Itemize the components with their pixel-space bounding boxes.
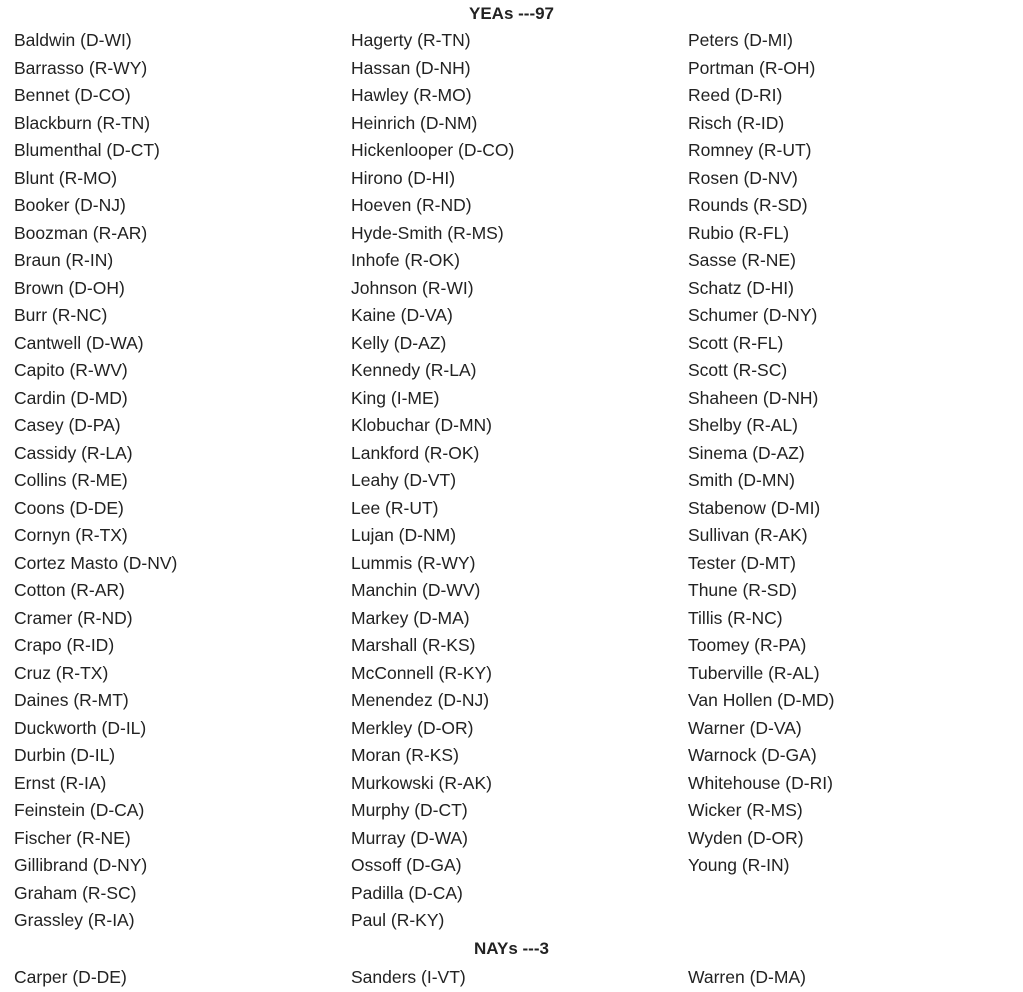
senator-name: Markey (D-MA) <box>351 607 470 628</box>
senator-name: Sinema (D-AZ) <box>688 442 805 463</box>
senator-name <box>688 907 1023 935</box>
senator-name: Paul (R-KY) <box>351 910 445 930</box>
senator-name: Van Hollen (D-MD) <box>688 690 835 710</box>
senator-name: Burr (R-NC) <box>14 305 108 325</box>
senator-name: Capito (R-WV) <box>14 360 128 380</box>
senator-name: McConnell (R-KY) <box>351 662 492 683</box>
senator-name: Romney (R-UT) <box>688 140 812 160</box>
senator-name: Wicker (R-MS) <box>688 800 803 820</box>
senator-name: Menendez (D-NJ) <box>351 690 490 710</box>
senator-name: Sasse (R-NE) <box>688 250 796 270</box>
senator-name: Ernst (R-IA) <box>14 772 107 793</box>
senator-name: Casey (D-PA) <box>14 415 121 435</box>
senator-name: Whitehouse (D-RI) <box>688 772 833 793</box>
senator-name: Lankford (R-OK) <box>351 442 480 463</box>
yeas-heading: YEAs ---97 <box>468 4 555 23</box>
senator-name: Hirono (D-HI) <box>351 167 456 188</box>
nays-heading: NAYs ---3 <box>474 938 549 958</box>
senator-name: Shaheen (D-NH) <box>688 387 819 408</box>
senator-name: Crapo (R-ID) <box>14 635 115 655</box>
senator-name: Sanders (I-VT) <box>351 966 466 987</box>
senator-name: Daines (R-MT) <box>14 690 129 710</box>
senator-name: Hyde-Smith (R-MS) <box>351 222 504 243</box>
senator-name: Inhofe (R-OK) <box>351 250 460 270</box>
senator-name: Leahy (D-VT) <box>351 470 457 490</box>
senator-name: Johnson (R-WI) <box>351 277 474 298</box>
senator-name: Baldwin (D-WI) <box>14 30 132 50</box>
senator-name: Duckworth (D-IL) <box>14 717 147 738</box>
senator-name: Cortez Masto (D-NV) <box>14 552 178 573</box>
senator-name: Hagerty (R-TN) <box>351 30 471 50</box>
senator-name: Hawley (R-MO) <box>351 85 472 105</box>
senator-name: Feinstein (D-CA) <box>14 800 145 820</box>
senator-name: Fischer (R-NE) <box>14 827 131 848</box>
senator-name: Cassidy (R-LA) <box>14 442 133 463</box>
senator-name: Hickenlooper (D-CO) <box>351 140 515 160</box>
senator-name: King (I-ME) <box>351 387 440 408</box>
senator-name: Boozman (R-AR) <box>14 222 148 243</box>
senator-name: Lujan (D-NM) <box>351 525 457 545</box>
senator-name: Portman (R-OH) <box>688 57 816 78</box>
senator-name: Murphy (D-CT) <box>351 800 468 820</box>
senator-name: Reed (D-RI) <box>688 85 783 105</box>
senator-name: Smith (D-MN) <box>688 470 795 490</box>
senator-name: Gillibrand (D-NY) <box>14 855 148 875</box>
senator-name: Cotton (R-AR) <box>14 580 125 600</box>
senator-name: Risch (R-ID) <box>688 112 785 133</box>
senator-name: Cramer (R-ND) <box>14 607 133 628</box>
senator-name: Wyden (D-OR) <box>688 827 804 848</box>
senator-name: Ossoff (D-GA) <box>351 855 462 875</box>
senator-name: Warren (D-MA) <box>688 966 806 987</box>
senator-name: Murkowski (R-AK) <box>351 772 492 793</box>
senator-name: Kennedy (R-LA) <box>351 360 477 380</box>
senator-name: Thune (R-SD) <box>688 580 797 600</box>
senator-name: Tester (D-MT) <box>688 552 796 573</box>
senator-name: Schumer (D-NY) <box>688 305 818 325</box>
senator-name: Hassan (D-NH) <box>351 57 471 78</box>
senator-name: Padilla (D-CA) <box>351 882 463 903</box>
senator-name: Carper (D-DE) <box>14 966 127 987</box>
senator-name: Blunt (R-MO) <box>14 167 118 188</box>
senator-name: Collins (R-ME) <box>14 470 128 490</box>
senator-name: Blackburn (R-TN) <box>14 112 151 133</box>
senator-name: Murray (D-WA) <box>351 827 468 848</box>
senator-name: Merkley (D-OR) <box>351 717 474 738</box>
senator-name: Scott (R-SC) <box>688 360 788 380</box>
senator-name: Braun (R-IN) <box>14 250 114 270</box>
senator-name: Hoeven (R-ND) <box>351 195 472 215</box>
senator-name: Cardin (D-MD) <box>14 387 128 408</box>
senator-name: Shelby (R-AL) <box>688 415 798 435</box>
senator-name: Sullivan (R-AK) <box>688 525 808 545</box>
senator-name: Peters (D-MI) <box>688 30 793 50</box>
senator-name: Lummis (R-WY) <box>351 552 476 573</box>
senator-name: Heinrich (D-NM) <box>351 112 478 133</box>
senator-name: Barrasso (R-WY) <box>14 57 148 78</box>
senator-name: Warnock (D-GA) <box>688 745 817 765</box>
senator-name: Young (R-IN) <box>688 855 790 875</box>
senator-name: Scott (R-FL) <box>688 332 784 353</box>
nays-table <box>0 962 1023 992</box>
senator-name: Toomey (R-PA) <box>688 635 807 655</box>
senator-name: Warner (D-VA) <box>688 717 802 738</box>
senator-name: Cruz (R-TX) <box>14 662 109 683</box>
senator-name: Schatz (D-HI) <box>688 277 794 298</box>
senator-name: Klobuchar (D-MN) <box>351 415 492 435</box>
senator-name: Stabenow (D-MI) <box>688 497 821 518</box>
senator-name: Coons (D-DE) <box>14 497 124 518</box>
senator-name: Grassley (R-IA) <box>14 910 135 930</box>
senator-name: Graham (R-SC) <box>14 882 137 903</box>
senator-name: Booker (D-NJ) <box>14 195 126 215</box>
senator-name: Moran (R-KS) <box>351 745 459 765</box>
senator-name: Marshall (R-KS) <box>351 635 476 655</box>
senator-name: Manchin (D-WV) <box>351 580 481 600</box>
senator-name: Lee (R-UT) <box>351 497 439 518</box>
senator-name: Kaine (D-VA) <box>351 305 453 325</box>
senator-name: Rubio (R-FL) <box>688 222 790 243</box>
senator-name: Bennet (D-CO) <box>14 85 131 105</box>
senator-name: Blumenthal (D-CT) <box>14 140 160 160</box>
senator-name: Cornyn (R-TX) <box>14 525 128 545</box>
senator-name: Rosen (D-NV) <box>688 167 798 188</box>
senator-name: Durbin (D-IL) <box>14 745 116 765</box>
senator-name: Rounds (R-SD) <box>688 195 808 215</box>
senator-name: Tillis (R-NC) <box>688 607 783 628</box>
senator-name: Kelly (D-AZ) <box>351 332 447 353</box>
senator-name: Tuberville (R-AL) <box>688 662 820 683</box>
senator-name <box>688 880 1023 908</box>
senator-name: Cantwell (D-WA) <box>14 332 144 353</box>
yeas-table <box>0 27 1023 935</box>
senator-name: Brown (D-OH) <box>14 277 125 298</box>
